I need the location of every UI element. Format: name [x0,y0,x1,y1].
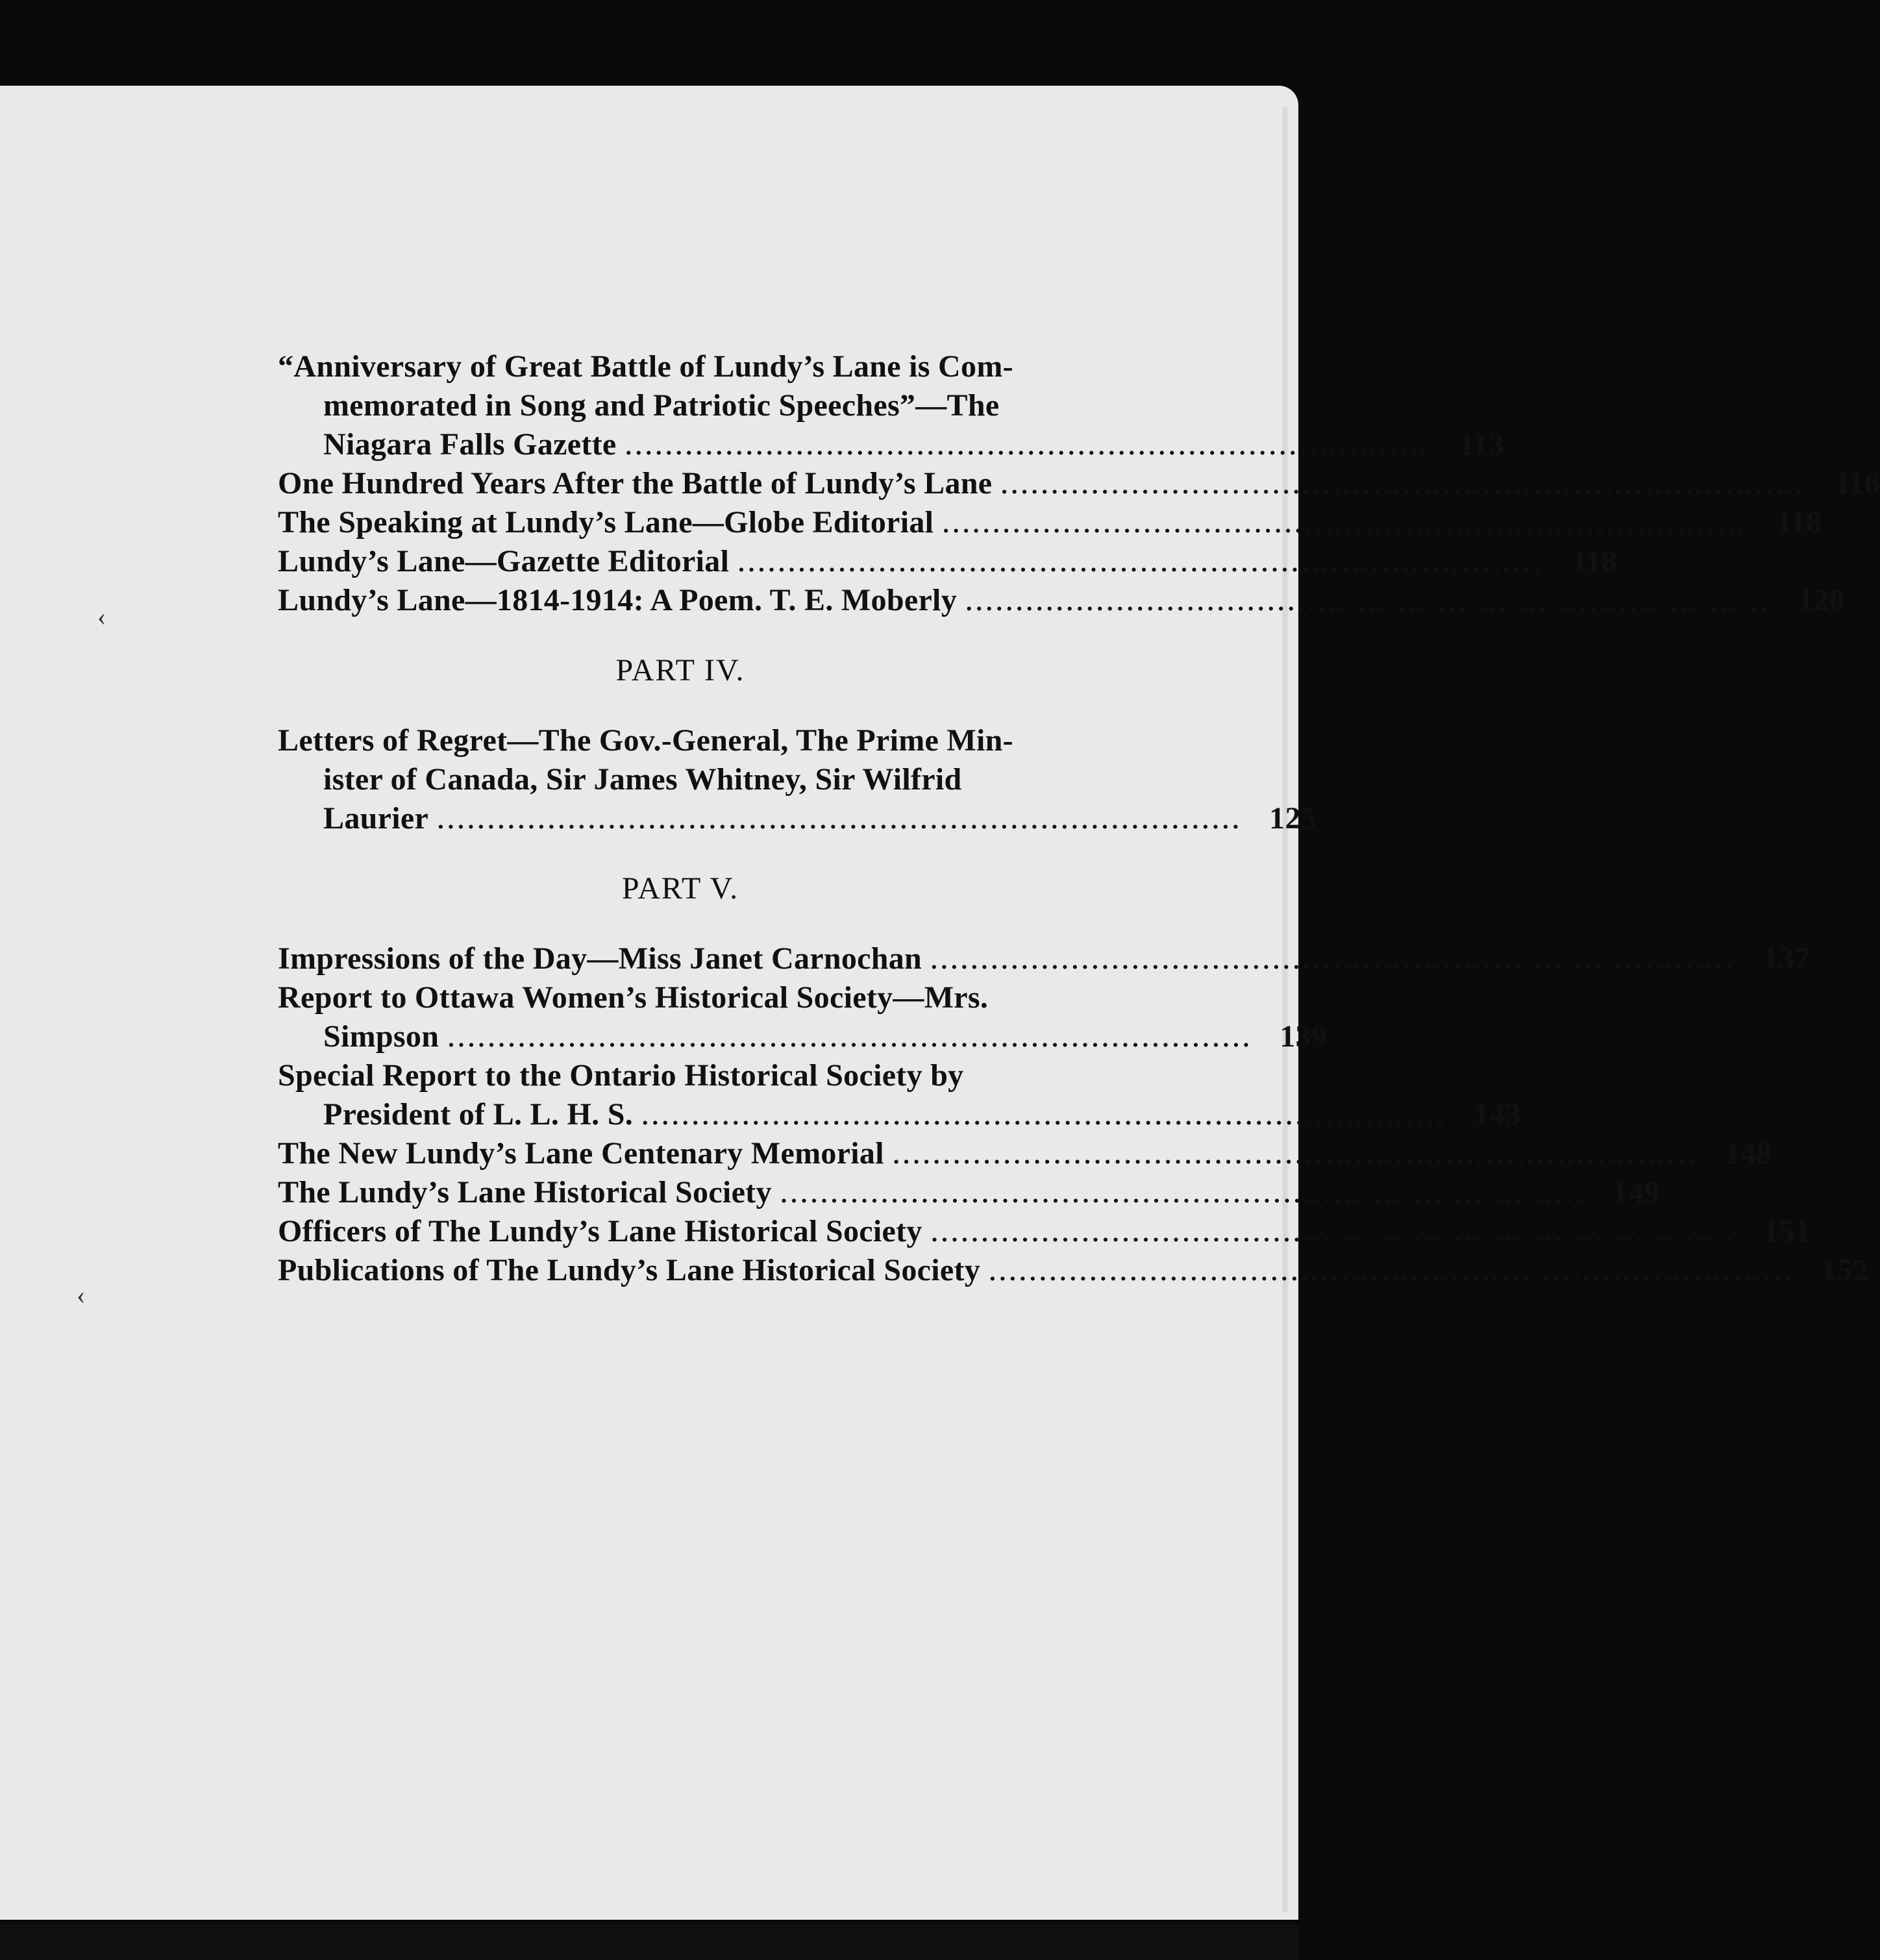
toc-entry-last-line [278,1134,1772,1173]
leader-dots: ................................................................................ [642,1103,1448,1130]
toc-entry-last-line [278,464,1880,503]
toc-entry-title: The New Lundy’s Lane Centenary Memorial [278,1136,884,1171]
toc-group-part4 [278,721,1317,838]
toc-entry-title: Lundy’s Lane—1814-1914: A Poem. T. E. Moberly [278,583,957,617]
leader-dots: ................................................................................ [625,433,1431,460]
toc-entry-line: “Anniversary of Great Battle of Lundy’s Lane is Com- [278,349,1013,384]
leader-dots: ................................................................................ [989,1259,1795,1286]
toc-entry [278,978,1328,1056]
toc-entry-title: The Lundy’s Lane Historical Society [278,1175,772,1209]
toc-entry-title: Laurier [323,801,429,836]
toc-entry-last-line [278,1212,1811,1251]
toc-entry-last-line [278,425,1505,464]
toc-entry-title: Simpson [323,1019,439,1054]
toc-page-number: 116 [1835,466,1880,501]
toc-group-part3 [278,347,1880,620]
toc-entry-title: Lundy’s Lane—Gazette Editorial [278,544,730,578]
leader-dots: ................................................................................ [931,947,1737,974]
toc-page-number: 139 [1280,1019,1328,1054]
toc-entry-title: Impressions of the Day—Miss Janet Carnochan [278,941,922,976]
toc-entry [278,1173,1660,1212]
table-of-contents [278,347,1880,1290]
toc-entry [278,542,1618,581]
toc-page-number: 137 [1762,941,1811,976]
leader-dots: ................................................................................ [931,1220,1737,1247]
toc-entry-last-line [278,542,1618,581]
toc-entry-last-line [278,939,1811,978]
toc-page-number: 118 [1571,544,1618,578]
leader-dots: ................................................................................ [966,589,1771,616]
toc-entry-last-line [278,1095,1522,1134]
toc-entry-title: President of L. L. H. S. [323,1097,634,1132]
toc-entry [278,1056,1522,1134]
page-edge [1282,107,1289,1912]
part-heading: PART IV. [615,653,745,688]
toc-entry [278,347,1505,464]
toc-entry [278,721,1317,838]
margin-mark: ‹ [77,1280,86,1309]
toc-entry-last-line [278,503,1822,542]
leader-dots: ................................................................................ [438,807,1243,834]
leader-dots: ................................................................................ [943,511,1748,538]
toc-entry-last-line [278,1251,1869,1290]
toc-entry-title: Niagara Falls Gazette [323,427,617,462]
toc-entry [278,581,1845,620]
toc-entry-title: One Hundred Years After the Battle of Lundy’s Lane [278,466,993,501]
toc-entry-last-line [278,581,1845,620]
toc-page-number: 149 [1612,1175,1660,1209]
leader-dots: ................................................................................ [448,1025,1254,1052]
leader-dots: ................................................................................ [738,550,1544,577]
toc-entry [278,1212,1811,1251]
toc-entry [278,464,1880,503]
leader-dots: ................................................................................ [1001,472,1807,499]
toc-entry-line: Letters of Regret—The Gov.-General, The Prime Min- [278,723,1013,758]
toc-page-number: 152 [1821,1253,1869,1287]
toc-entry-line: ister of Canada, Sir James Whitney, Sir Wilfrid [323,762,962,797]
toc-page-number: 151 [1762,1214,1811,1248]
toc-entry-title: Publications of The Lundy’s Lane Historical Society [278,1253,981,1287]
toc-page-number: 125 [1269,801,1317,836]
toc-entry-title: The Speaking at Lundy’s Lane—Globe Editorial [278,505,934,540]
toc-page-number: 120 [1798,583,1845,617]
toc-entry-last-line [278,1017,1328,1056]
toc-entry-line: Report to Ottawa Women’s Historical Society—Mrs. [278,980,989,1015]
toc-page-number: 118 [1776,505,1822,540]
toc-entry-last-line [278,1173,1660,1212]
toc-entry-last-line [278,799,1317,838]
leader-dots: ................................................................................ [893,1142,1698,1169]
toc-page-number: 143 [1474,1097,1522,1132]
toc-page-number: 148 [1724,1136,1772,1171]
toc-entry [278,1251,1869,1290]
toc-entry-line: memorated in Song and Patriotic Speeches”—The [323,388,1000,423]
part-heading: PART V. [621,871,739,906]
leader-dots: ................................................................................ [780,1181,1586,1208]
toc-entry [278,939,1811,978]
page-bottom-shadow [0,1924,1298,1960]
margin-mark: ‹ [97,602,106,631]
toc-group-part5 [278,939,1869,1290]
toc-entry-line: Special Report to the Ontario Historical Society by [278,1058,964,1093]
toc-entry [278,1134,1772,1173]
toc-entry [278,503,1822,542]
toc-page-number: 113 [1459,427,1505,462]
toc-entry-title: Officers of The Lundy’s Lane Historical Society [278,1214,922,1248]
